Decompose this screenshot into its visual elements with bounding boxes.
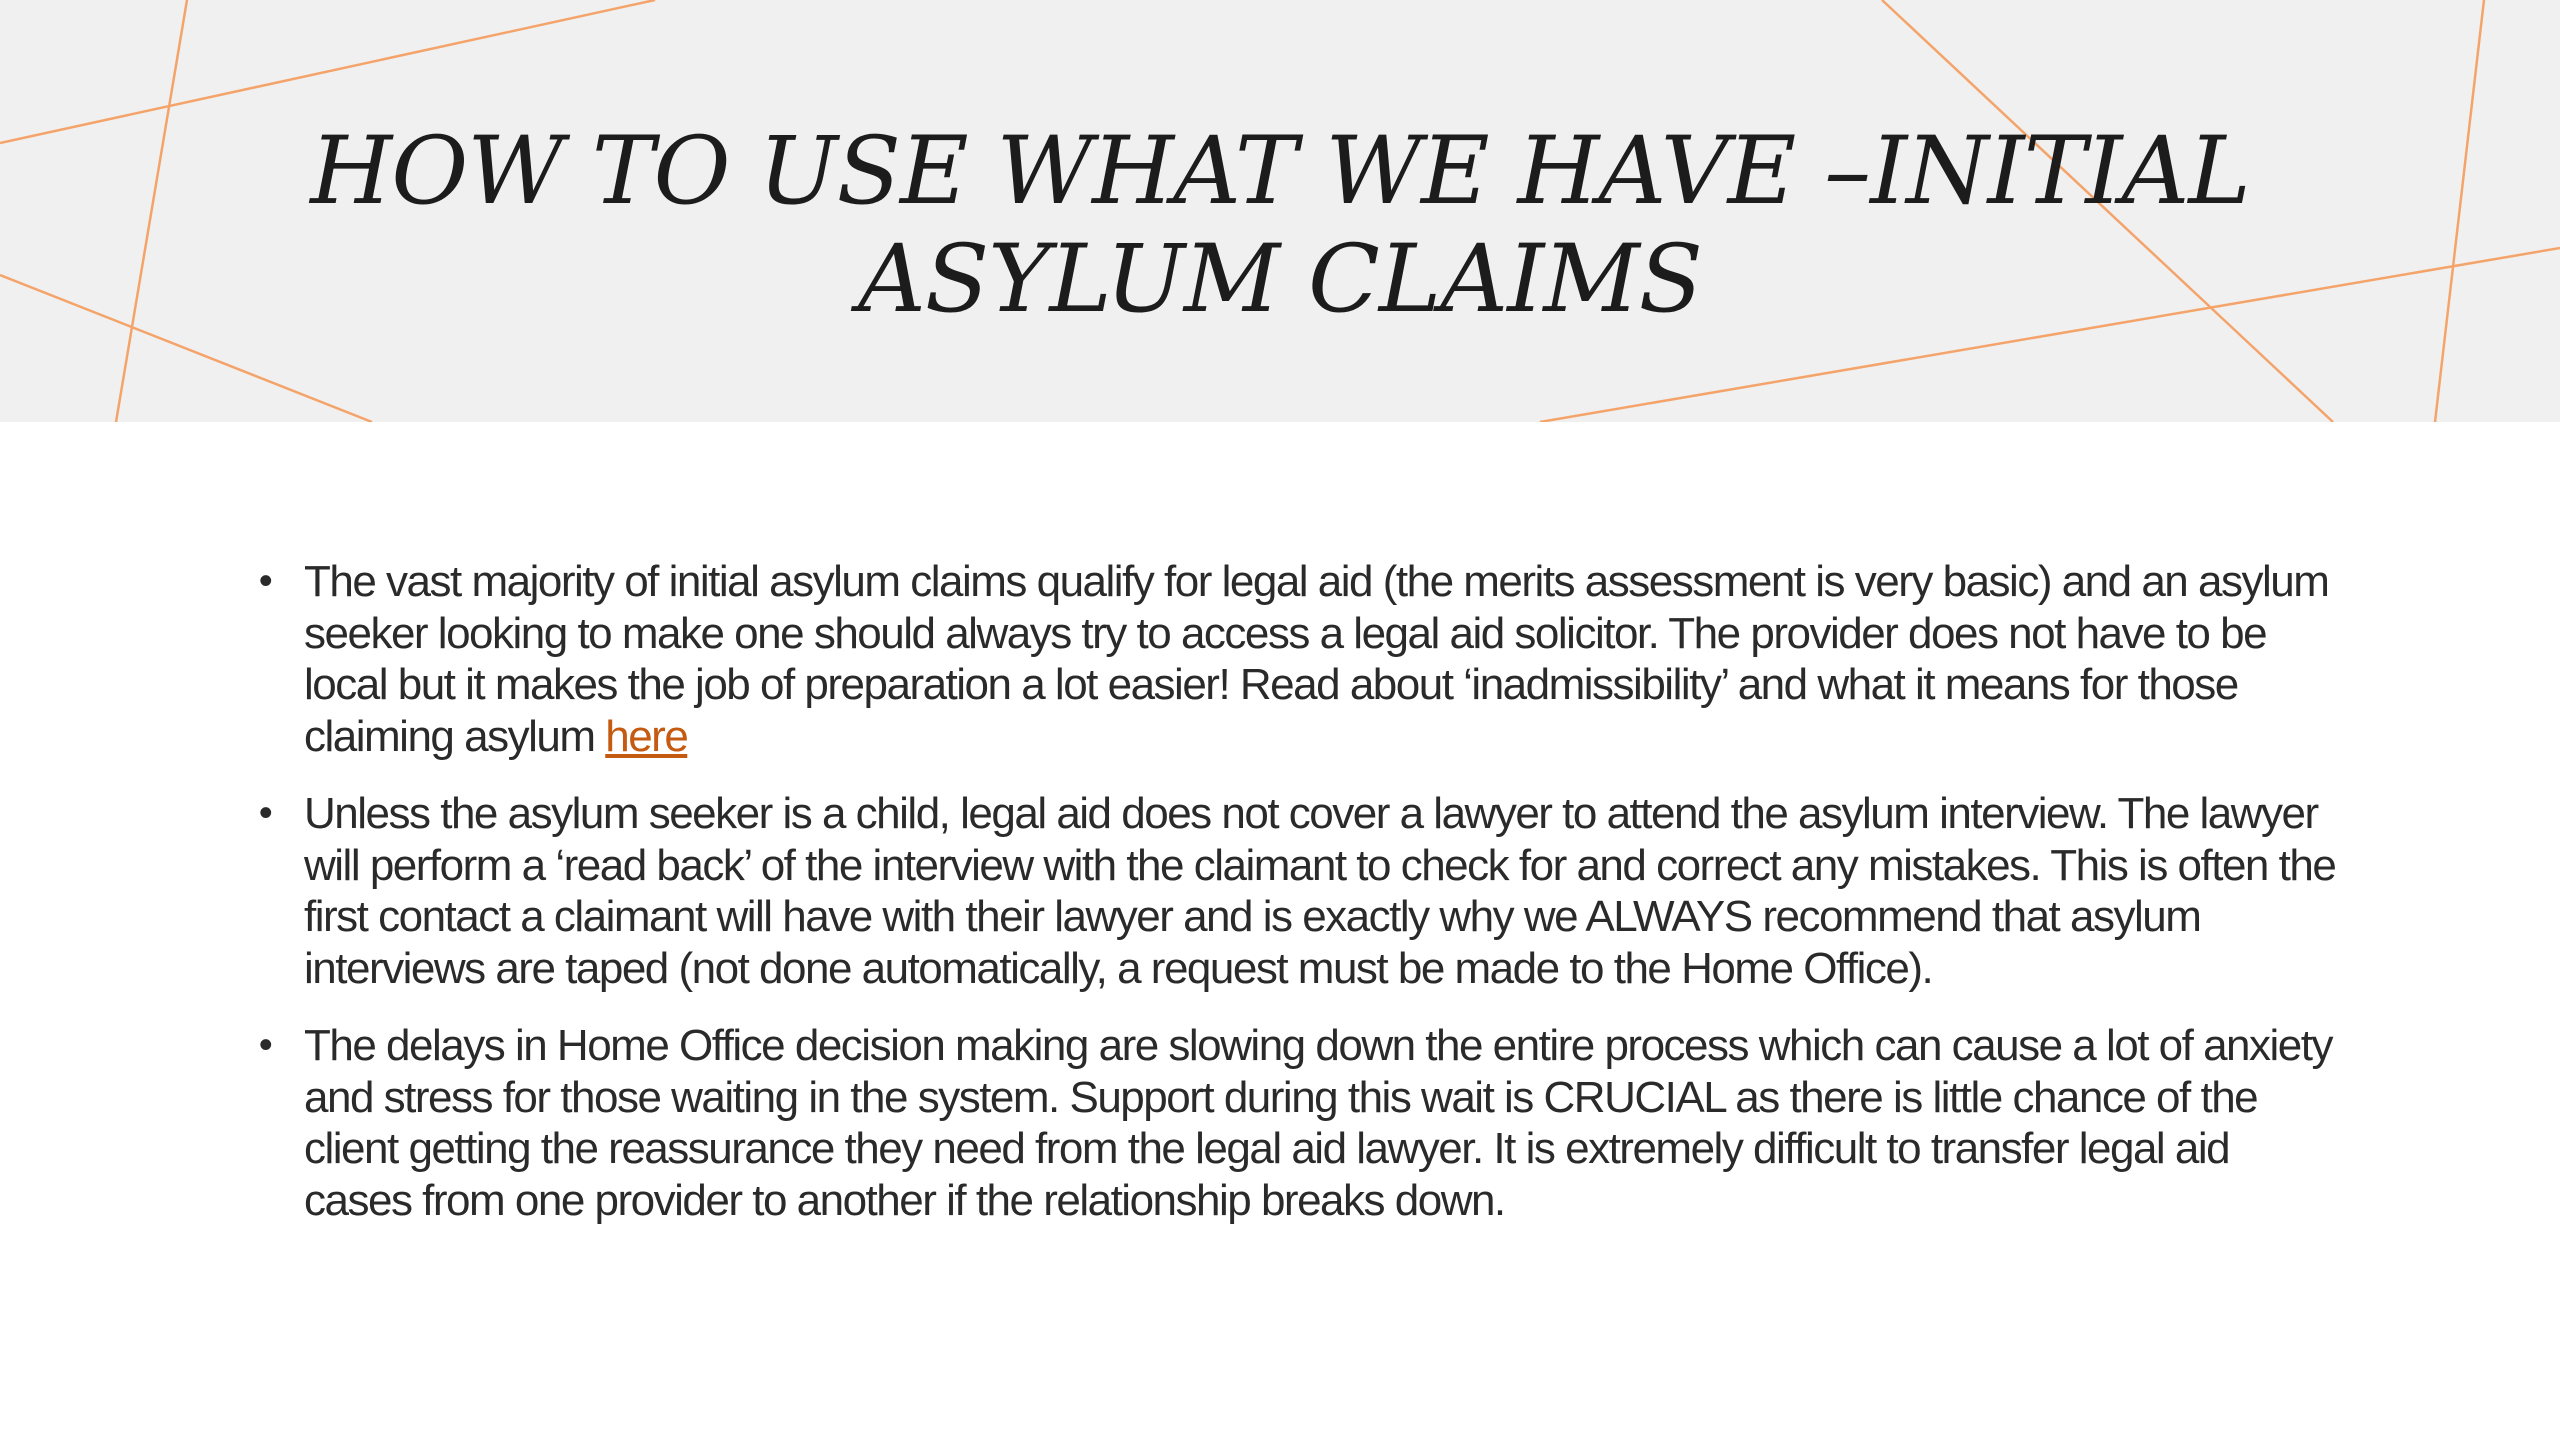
bullet-text: The delays in Home Office decision making are slowing down the entire process which can cause a lot of anxiety and stress for those waiting in the system. Support during this wait is CRUCIAL as there is little chance of the client getting the reassurance they need from the legal aid lawyer. It is extremely difficult to transfer legal aid cases from one provider to another if the relationship breaks down. bbox=[304, 1021, 2332, 1225]
title-banner bbox=[0, 0, 2560, 422]
bullet-list bbox=[250, 556, 2340, 1226]
bullet-marker: • bbox=[258, 791, 272, 835]
bullet-item bbox=[250, 788, 2340, 994]
bullet-text: Unless the asylum seeker is a child, legal aid does not cover a lawyer to attend the asylum interview. The lawyer will perform a ‘read back’ of the interview with the claimant to check for and correct any mistakes. This is often the first contact a claimant will have with their lawyer and is exactly why we ALWAYS recommend that asylum interviews are taped (not done automatically, a request must be made to the Home Office). bbox=[304, 789, 2336, 993]
bullet-marker: • bbox=[258, 1023, 272, 1067]
bullet-item bbox=[250, 556, 2340, 762]
slide-body bbox=[250, 556, 2340, 1252]
page-title: HOW TO USE WHAT WE HAVE –INITIAL ASYLUM CLAIMS bbox=[310, 117, 2250, 334]
bullet-item bbox=[250, 1020, 2340, 1226]
inadmissibility-link[interactable]: here bbox=[605, 711, 688, 761]
bullet-text: The vast majority of initial asylum claims qualify for legal aid (the merits assessment is very basic) and an asylum seeker looking to make one should always try to access a legal aid solicitor. The provider does not have to be local but it makes the job of preparation a lot easier! Read about ‘inadmissibility’ and what it means for those claiming asylum bbox=[304, 557, 2329, 761]
bullet-marker: • bbox=[258, 559, 272, 603]
accent-line bbox=[2435, 0, 2484, 422]
